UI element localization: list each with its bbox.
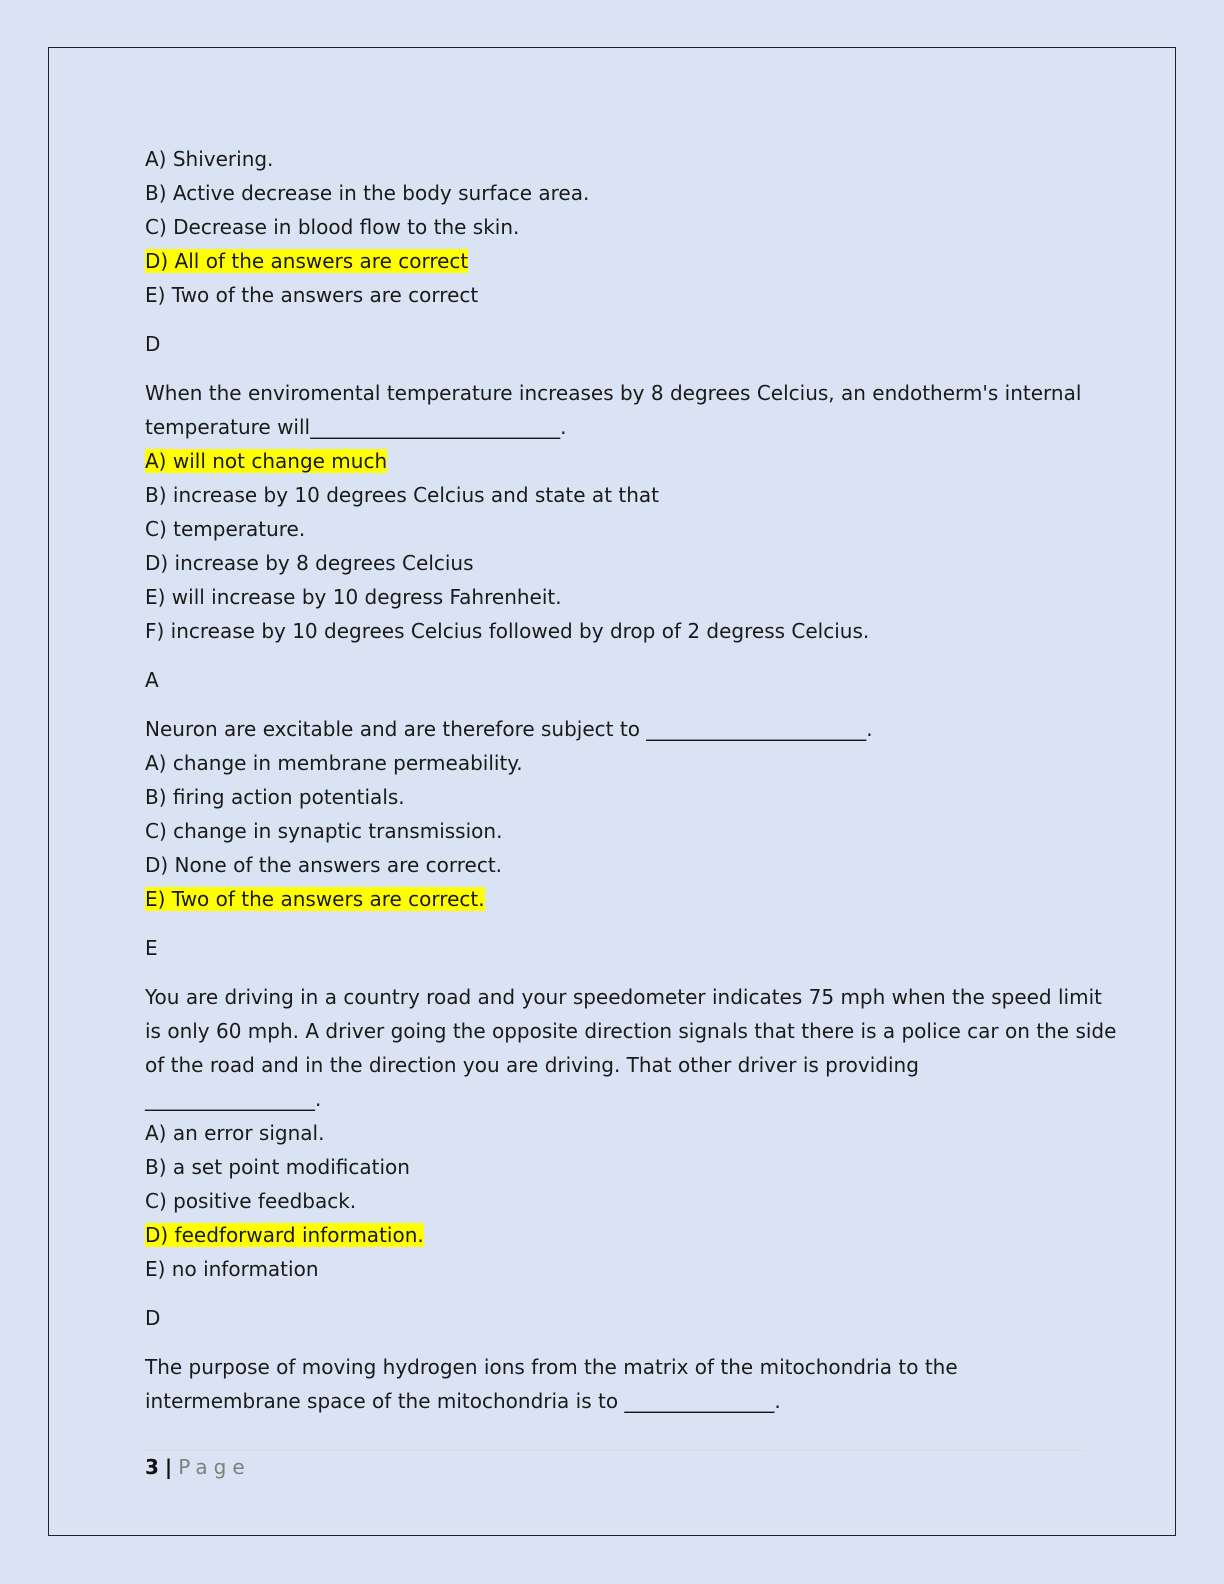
- footer-separator: |: [164, 1455, 173, 1479]
- q4-option-a: A) an error signal.: [145, 1121, 325, 1145]
- q3-answer: E: [145, 936, 158, 960]
- q5-stem-line-1: The purpose of moving hydrogen ions from the matrix of the mitochondria to the: [145, 1355, 958, 1379]
- q2-option-a-highlighted: A) will not change much: [145, 449, 388, 473]
- q4-stem-line-3: of the road and in the direction you are driving. That other driver is providing: [145, 1053, 919, 1077]
- q4-stem-line-2: is only 60 mph. A driver going the opposite direction signals that there is a police car on the side: [145, 1019, 1117, 1043]
- q2-option-e: E) will increase by 10 degress Fahrenheit.: [145, 585, 562, 609]
- q3-option-c: C) change in synaptic transmission.: [145, 819, 503, 843]
- footer-divider: [143, 1450, 1084, 1451]
- question-4: [145, 980, 1117, 1286]
- q3-option-d: D) None of the answers are correct.: [145, 853, 503, 877]
- q3-option-e-highlighted: E) Two of the answers are correct.: [145, 887, 485, 911]
- question-2: [145, 376, 1085, 648]
- q2-answer: A: [145, 668, 159, 692]
- q2-option-d: D) increase by 8 degrees Celcius: [145, 551, 474, 575]
- q1-option-b: B) Active decrease in the body surface area.: [145, 181, 590, 205]
- q4-stem-line-1: You are driving in a country road and your speedometer indicates 75 mph when the speed limit: [145, 985, 1102, 1009]
- page-footer: [145, 1452, 251, 1482]
- q2-option-f: F) increase by 10 degrees Celcius followed by drop of 2 degress Celcius.: [145, 619, 870, 643]
- q2-option-c: C) temperature.: [145, 517, 306, 541]
- q4-option-e: E) no information: [145, 1257, 319, 1281]
- q4-option-d-highlighted: D) feedforward information.: [145, 1223, 424, 1247]
- question-1: [145, 142, 1085, 312]
- q4-option-c: C) positive feedback.: [145, 1189, 357, 1213]
- q3-option-b: B) firing action potentials.: [145, 785, 405, 809]
- q1-option-c: C) Decrease in blood flow to the skin.: [145, 215, 520, 239]
- q4-option-b: B) a set point modification: [145, 1155, 410, 1179]
- q5-stem-line-2: intermembrane space of the mitochondria is to _______________.: [145, 1389, 781, 1413]
- question-3: [145, 712, 1085, 916]
- q3-option-a: A) change in membrane permeability.: [145, 751, 523, 775]
- page-label: Page: [178, 1455, 251, 1479]
- q1-option-e: E) Two of the answers are correct: [145, 283, 479, 307]
- q3-stem: Neuron are excitable and are therefore subject to ______________________.: [145, 717, 873, 741]
- q1-option-d-highlighted: D) All of the answers are correct: [145, 249, 469, 273]
- q1-answer: D: [145, 332, 161, 356]
- q2-stem-line-1: When the enviromental temperature increases by 8 degrees Celcius, an endotherm's internal: [145, 381, 1082, 405]
- q4-answer: D: [145, 1306, 161, 1330]
- q2-stem-line-2: temperature will_________________________.: [145, 415, 567, 439]
- q1-option-a: A) Shivering.: [145, 147, 274, 171]
- document-body: [145, 142, 1117, 1418]
- page-number: 3: [145, 1455, 159, 1479]
- q4-stem-line-4: _________________.: [145, 1087, 322, 1111]
- q2-option-b: B) increase by 10 degrees Celcius and state at that: [145, 483, 660, 507]
- question-5: [145, 1350, 1085, 1418]
